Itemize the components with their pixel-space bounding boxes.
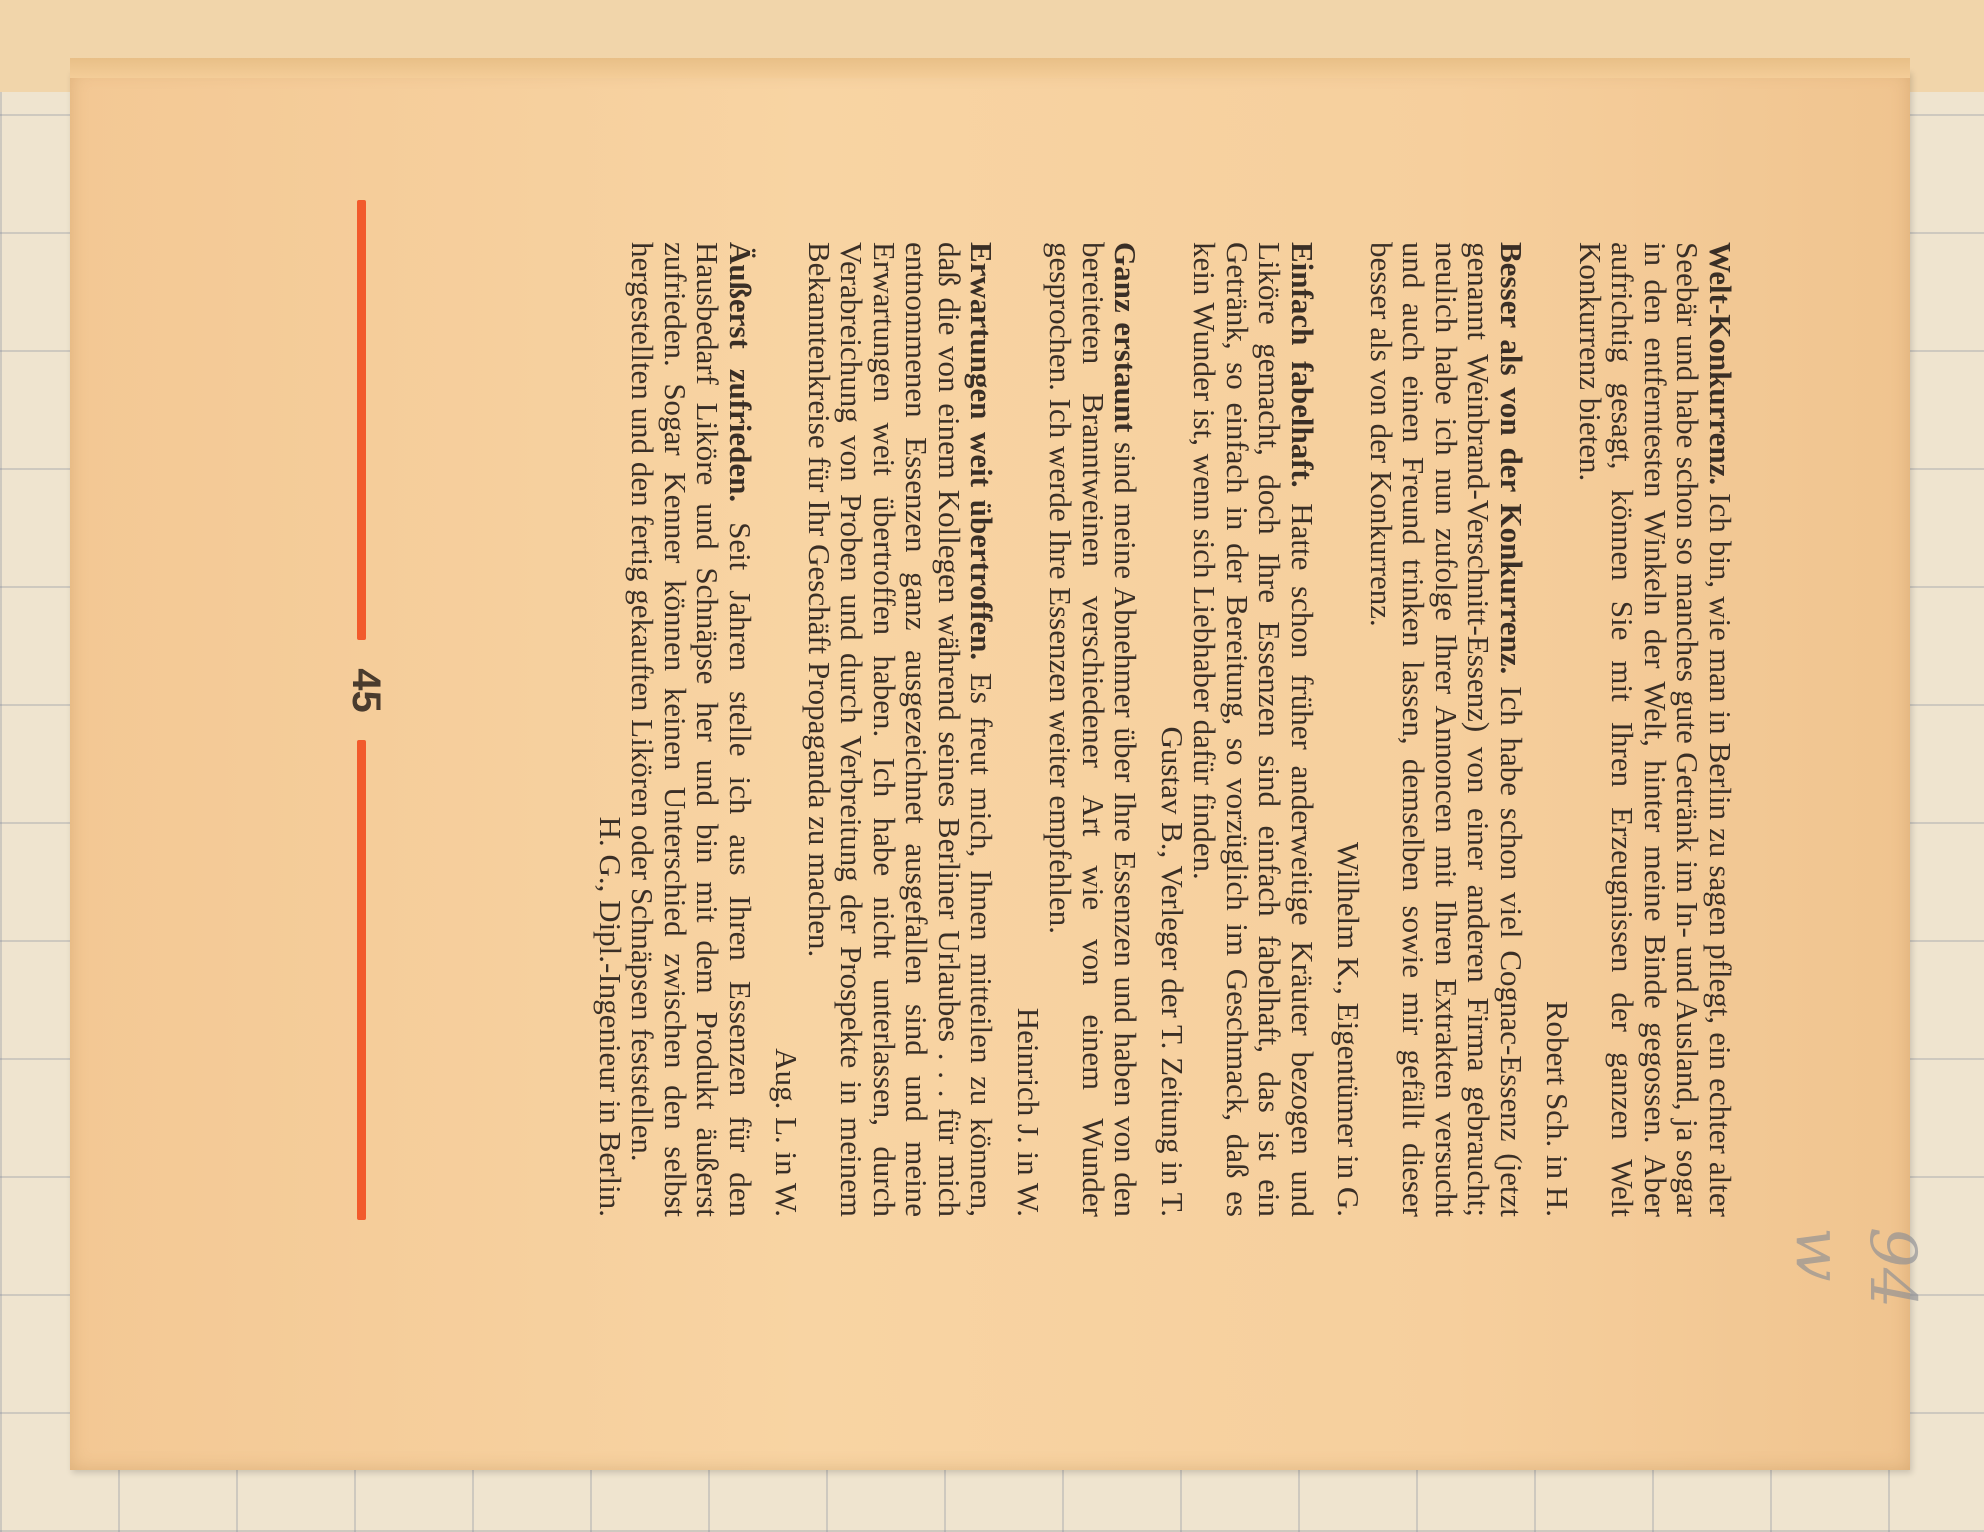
handwritten-annotation xyxy=(1781,1227,1929,1342)
page-number-rule xyxy=(335,200,395,1220)
testimonial-6 xyxy=(626,242,756,1217)
testimonial-4 xyxy=(1044,242,1142,1217)
testimonial-1 xyxy=(1574,242,1737,1217)
handwritten-annotation-text: 94 w xyxy=(1781,1227,1929,1309)
testimonial-6-body: Seit Jahren stelle ich aus Ihren Essenzen für den Hausbedarf Liköre und Schnäpse her und bin mit dem Produkt äußerst zufrieden. Sogar Kenner können keinen Unterschied zwischen den selbst hergestellten und den fertig gekauften Likören oder Schnäpsen feststellen. xyxy=(625,242,758,1217)
testimonial-3 xyxy=(1188,242,1318,1217)
testimonial-3-signature: Gustav B., Verleger der T. Zeitung in T. xyxy=(1155,726,1190,1217)
testimonial-3-heading: Einfach fabelhaft. xyxy=(1285,242,1320,488)
testimonial-2-heading: Besser als von der Konkurrenz. xyxy=(1494,242,1529,675)
red-rule-top xyxy=(357,200,366,640)
testimonial-1-heading: Welt-Konkurrenz. xyxy=(1703,242,1738,486)
testimonial-5-heading: Erwartungen weit übertroffen. xyxy=(964,242,1000,661)
testimonial-5 xyxy=(803,242,998,1217)
testimonial-1-body: Ich bin, wie man in Berlin zu sagen pflegt, ein echter alter Seebär und habe schon so manches gute Getränk im In- und Ausland, ja sogar in den entferntesten Winkeln der Welt, hinter meine Binde gegossen. Aber aufrichtig gesagt, können Sie mit Ihren Erzeugnissen der ganzen Welt Konkurrenz bieten. xyxy=(1573,242,1738,1217)
red-rule-bottom xyxy=(357,740,366,1220)
testimonial-4-heading: Ganz erstaunt xyxy=(1108,242,1144,433)
testimonial-1-signature: Robert Sch. in H. xyxy=(1540,1000,1576,1217)
page-number-text: 45 xyxy=(343,667,388,713)
page-gutter xyxy=(70,58,1910,78)
testimonial-2-body: Ich habe schon viel Cognac-Essenz (jetzt genannt Weinbrand-Verschnitt-Essenz) von einer anderen Firma gebraucht; neulich habe ich nun zufolge Ihrer Annoncen mit Ihren Extrakten versucht und auch einen Freund trinken lassen, demselben sowie mir gefällt dieser besser als von der Konkurrenz. xyxy=(1364,242,1529,1217)
testimonial-5-body: Es freut mich, Ihnen mitteilen zu können, daß die von einem Kollegen während seines Berliner Urlaubes . . . für mich entnommenen Essenzen ganz ausgezeichnet ausgefallen sind und meine Erwartungen weit übertroffen haben. Ich habe nicht unterlassen, durch Verabreichung von Proben und durch Verbreitung der Prospekte in meinem Bekanntenkreise für Ihr Geschäft Propaganda zu machen. xyxy=(802,242,1000,1217)
testimonial-5-signature: Aug. L. in W. xyxy=(769,1048,805,1217)
testimonial-text-block xyxy=(526,242,1736,1217)
testimonial-4-signature: Heinrich J. in W. xyxy=(1011,1007,1046,1217)
testimonial-2-signature: Wilhelm K., Eigentümer in G. xyxy=(1331,842,1367,1217)
testimonial-3-body: Hatte schon früher anderweitige Kräuter bezogen und Liköre gemacht, doch Ihre Essenzen sind einfach fabelhaft, das ist ein Getränk, so einfach in der Bereitung, so vorzüglich im Geschmack, daß es kein Wunder ist, wenn sich Liebhaber dafür finden. xyxy=(1187,242,1320,1217)
testimonial-6-signature: H. G., Dipl.-Ingenieur in Berlin. xyxy=(593,816,628,1217)
testimonial-2 xyxy=(1365,242,1528,1217)
page-number xyxy=(335,652,395,728)
testimonial-4-body: sind meine Abnehmer über Ihre Essenzen und haben von den bereiteten Branntweinen verschiedener Art wie von einem Wunder gesprochen. Ich werde Ihre Essenzen weiter empfehlen. xyxy=(1043,242,1144,1217)
testimonial-6-heading: Äußerst zufrieden. xyxy=(723,242,758,503)
